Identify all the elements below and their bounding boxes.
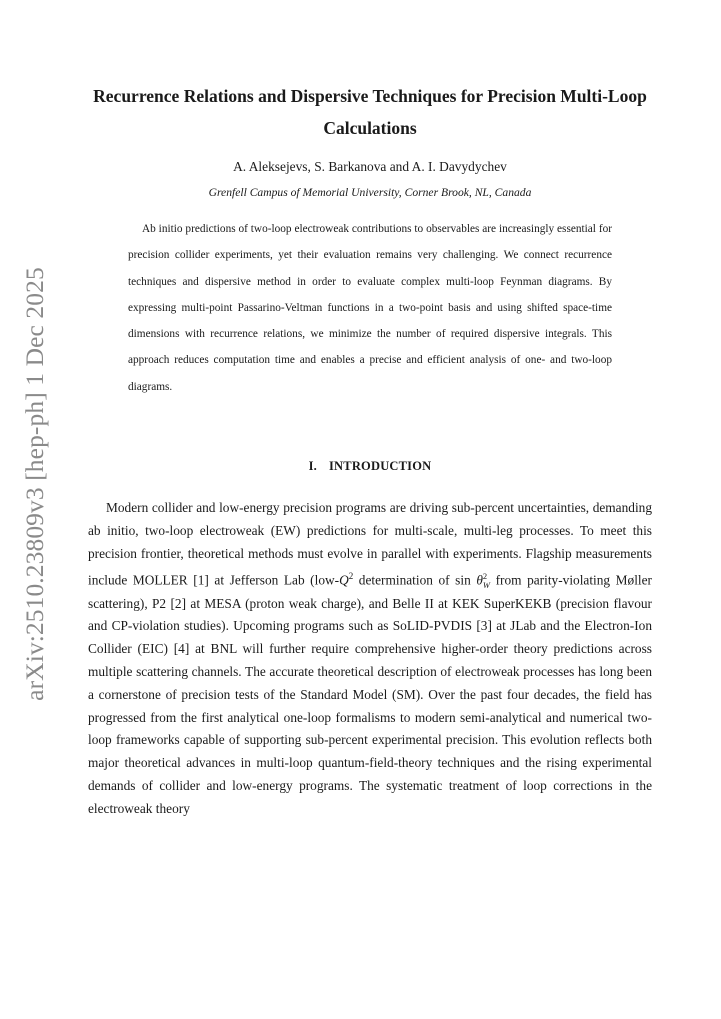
abstract: Ab initio predictions of two-loop electroweak contributions to observables are increasingly essential for precision collider experiments, yet their evaluation remains very challenging. We connect recurrence techniques and dispersive method in order to evaluate complex multi-loop Feynman diagrams. By expressing multi-point Passarino-Veltman functions in a two-point basis and using shifted space-time dimensions with recurrence relations, we minimize the number of required dispersive integrals. This approach reduces computation time and enables a precise and efficient analysis of one- and two-loop diagrams. bbox=[128, 223, 612, 393]
section-heading bbox=[88, 457, 652, 475]
author-list: A. Aleksejevs, S. Barkanova and A. I. Davydychev bbox=[233, 159, 507, 174]
theta-subscript: W bbox=[482, 579, 490, 590]
theta-symbol: θ bbox=[476, 572, 483, 588]
section-number: I. bbox=[308, 459, 317, 473]
intro-text-part-1: Modern collider and low-energy precision programs are driving sub-percent uncertainties, demanding ab initio, two-loop electroweak (EW) predictions for multi-scale, multi-leg processes. To meet this precision frontier, theoretical methods must evolve in parallel with experiments. Flagship measurements include MOLLER [1] at Jefferson Lab (low- bbox=[88, 500, 652, 588]
arxiv-watermark bbox=[18, 267, 52, 701]
q-exponent: 2 bbox=[348, 571, 354, 582]
intro-text-part-3: from parity-violating Møller scattering), P2 [2] at MESA (proton weak charge), and Belle II at KEK SuperKEKB (precision flavour and CP-violation studies). Upcoming programs such as SoLID-PVDIS [3] at JLab and the Electron-Ion Collider (EIC) [4] at BNL will further require comprehensive higher-order theory predictions across multiple scattering channels. The accurate theoretical description of electroweak processes has long been a cornerstone of precision tests of the Standard Model (SM). Over the past four decades, the field has progressed from the first analytical one-loop formalisms to modern semi-analytical and numerical two-loop frameworks capable of supporting sub-percent experimental precision. This evolution reflects both major theoretical advances in multi-loop quantum-field-theory techniques and the rising experimental demands of collider and low-energy programs. The systematic treatment of loop corrections in the electroweak theory bbox=[88, 572, 652, 816]
section-title: INTRODUCTION bbox=[328, 459, 432, 473]
introduction-paragraph bbox=[88, 497, 652, 821]
theta-superscript: 2 bbox=[482, 570, 488, 581]
arxiv-identifier: arXiv:2510.23809v3 [hep-ph] 1 Dec 2025 bbox=[20, 267, 50, 701]
author-affiliation: Grenfell Campus of Memorial University, Corner Brook, NL, Canada bbox=[208, 186, 532, 199]
intro-text-part-2: determination of sin bbox=[353, 572, 477, 588]
q-symbol: Q bbox=[339, 572, 349, 588]
paper-title: Recurrence Relations and Dispersive Techniques for Precision Multi-Loop Calculations bbox=[93, 86, 647, 138]
